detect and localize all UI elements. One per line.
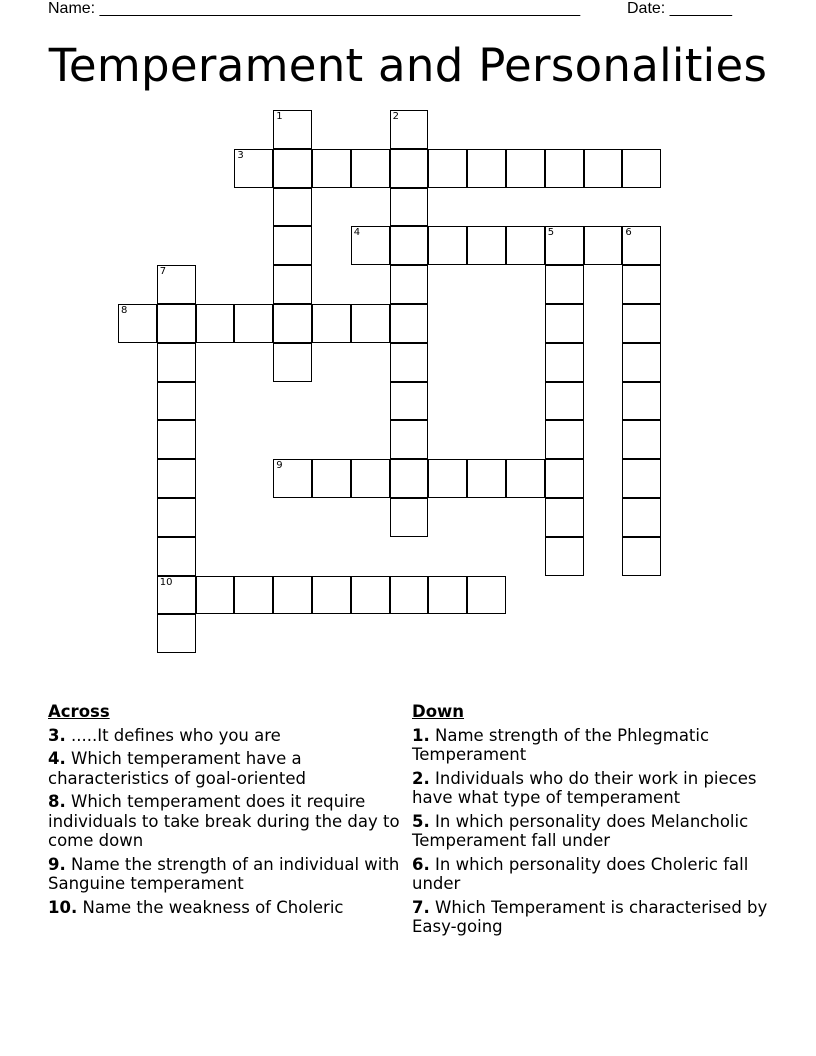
grid-cell[interactable] [467,149,506,188]
grid-cell[interactable] [390,343,429,382]
grid-cell[interactable] [157,265,196,304]
grid-cell[interactable] [312,149,351,188]
clue-text: In which personality does Choleric fall under [412,854,749,893]
grid-cell[interactable] [157,420,196,459]
grid-cell[interactable] [351,149,390,188]
down-clues [412,702,772,941]
grid-cell[interactable] [545,420,584,459]
clue-text: Name the strength of an individual with Sanguine temperament [48,854,400,893]
clue-text: Which temperament have a characteristics of goal-oriented [48,749,306,788]
grid-cell[interactable] [428,576,467,615]
grid-cell[interactable] [390,226,429,265]
grid-cell[interactable] [351,576,390,615]
cell-number: 5 [547,227,555,239]
cell-number: 8 [121,305,128,316]
name-field-line: Name: ______________________________________________________ [48,0,581,17]
clue-text: Name strength of the Phlegmatic Temperament [412,725,710,764]
grid-cell[interactable] [622,459,661,498]
grid-cell[interactable] [157,498,196,537]
clue-text: In which personality does Melancholic Temperament fall under [412,811,749,850]
grid-cell[interactable] [506,149,545,188]
clue-number: 3. [48,725,66,745]
grid-cell[interactable] [196,576,235,615]
down-clue [412,726,772,765]
grid-cell[interactable] [545,226,584,265]
grid-cell[interactable] [273,226,312,265]
grid-cell[interactable] [390,110,429,149]
grid-cell[interactable] [390,382,429,421]
across-clue [48,898,408,918]
down-clue [412,898,772,937]
page-title: Temperament and Personalities [48,39,768,92]
down-clue [412,769,772,808]
grid-cell[interactable] [622,498,661,537]
grid-cell[interactable] [157,614,196,653]
clue-number: 8. [48,792,66,811]
down-heading: Down [412,702,465,721]
cell-number: 6 [625,227,632,239]
grid-cell[interactable] [157,459,196,498]
cell-number: 10 [159,576,173,588]
grid-cell[interactable] [234,149,273,188]
grid-cell[interactable] [622,149,661,188]
down-clue [412,855,772,894]
clue-number: 5. [412,811,430,831]
grid-cell[interactable] [622,382,661,421]
grid-cell[interactable] [157,576,196,615]
grid-cell[interactable] [273,110,312,149]
down-clue [412,812,772,851]
grid-cell[interactable] [622,226,661,265]
date-field-line: Date: _______ [627,0,732,17]
grid-cell[interactable] [390,149,429,188]
grid-cell[interactable] [312,459,351,498]
grid-cell[interactable] [545,343,584,382]
cell-number: 4 [353,227,361,239]
clue-number: 1. [412,725,430,745]
grid-cell[interactable] [622,420,661,459]
grid-cell[interactable] [196,304,235,343]
grid-cell[interactable] [545,459,584,498]
grid-cell[interactable] [312,576,351,615]
grid-cell[interactable] [273,459,312,498]
grid-cell[interactable] [273,576,312,615]
grid-cell[interactable] [545,498,584,537]
grid-cell[interactable] [390,188,429,227]
clue-text: Which temperament does it require individuals to take break during the day to come down [48,792,400,850]
grid-cell[interactable] [118,304,157,343]
grid-cell[interactable] [428,459,467,498]
grid-cell[interactable] [157,343,196,382]
grid-cell[interactable] [157,382,196,421]
grid-cell[interactable] [506,459,545,498]
grid-cell[interactable] [157,537,196,576]
grid-cell[interactable] [390,304,429,343]
grid-cell[interactable] [545,382,584,421]
cell-number: 1 [276,111,283,122]
grid-cell[interactable] [584,149,623,188]
cell-number: 3 [237,149,244,161]
grid-cell[interactable] [312,304,351,343]
grid-cell[interactable] [273,343,312,382]
across-clues [48,702,408,921]
clue-number: 7. [412,897,430,917]
grid-cell[interactable] [234,304,273,343]
grid-cell[interactable] [390,459,429,498]
grid-cell[interactable] [390,498,429,537]
grid-cell[interactable] [390,576,429,615]
grid-cell[interactable] [467,459,506,498]
grid-cell[interactable] [273,188,312,227]
grid-cell[interactable] [273,304,312,343]
grid-cell[interactable] [467,226,506,265]
cell-number: 2 [392,111,399,122]
grid-cell[interactable] [622,265,661,304]
cell-number: 7 [159,266,167,278]
clue-number: 6. [412,854,430,874]
grid-cell[interactable] [351,459,390,498]
grid-cell[interactable] [622,343,661,382]
grid-cell[interactable] [234,576,273,615]
grid-cell[interactable] [584,226,623,265]
grid-cell[interactable] [428,149,467,188]
grid-cell[interactable] [273,149,312,188]
grid-cell[interactable] [622,304,661,343]
clue-number: 10. [48,897,78,917]
grid-cell[interactable] [273,265,312,304]
grid-cell[interactable] [351,226,390,265]
grid-cell[interactable] [506,226,545,265]
grid-cell[interactable] [351,304,390,343]
grid-cell[interactable] [545,149,584,188]
grid-cell[interactable] [545,265,584,304]
grid-cell[interactable] [545,537,584,576]
clue-text: Which Temperament is characterised by Easy-going [412,897,768,936]
grid-cell[interactable] [428,226,467,265]
across-clue [48,792,408,851]
grid-cell[interactable] [622,537,661,576]
across-clue [48,855,408,894]
grid-cell[interactable] [157,304,196,343]
across-heading: Across [48,702,110,721]
clue-text: Individuals who do their work in pieces have what type of temperament [412,768,757,807]
grid-cell[interactable] [390,420,429,459]
clue-number: 9. [48,854,66,874]
clue-number: 4. [48,749,66,768]
grid-cell[interactable] [467,576,506,615]
cell-number: 9 [276,460,283,472]
across-clue [48,749,408,788]
grid-cell[interactable] [390,265,429,304]
clue-text: .....It defines who you are [71,725,281,745]
clue-number: 2. [412,768,430,788]
grid-cell[interactable] [545,304,584,343]
across-clue [48,726,408,746]
clue-text: Name the weakness of Choleric [82,897,344,917]
